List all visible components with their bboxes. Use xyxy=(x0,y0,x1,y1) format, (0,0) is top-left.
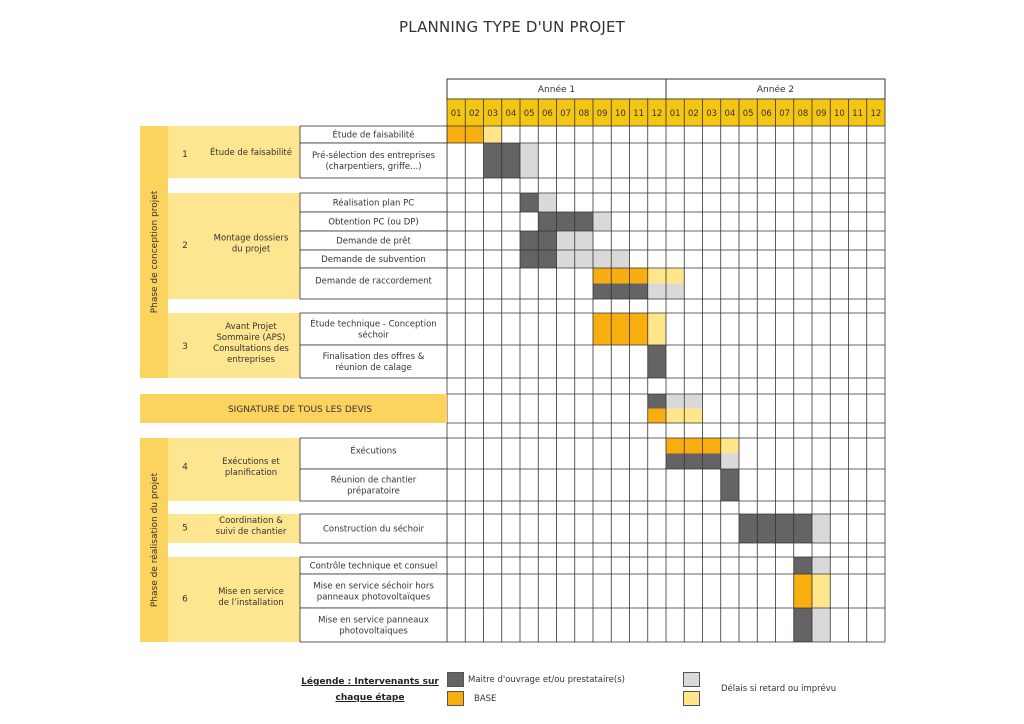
step-number: 6 xyxy=(182,594,188,605)
month-label: 02 xyxy=(468,108,480,119)
step-label: Coordination & suivi de chantier xyxy=(215,515,287,537)
month-label: 11 xyxy=(633,108,645,119)
gantt-bar-light-gray xyxy=(520,143,538,178)
year-label-2: Année 2 xyxy=(756,85,795,96)
month-label: 04 xyxy=(505,108,517,119)
month-label: 08 xyxy=(797,108,809,119)
month-label: 02 xyxy=(687,108,699,119)
month-label: 08 xyxy=(578,108,590,119)
task-label: Contrôle technique et consuel xyxy=(309,561,438,572)
gantt-bar-gray xyxy=(666,454,721,470)
task-label: Finalisation des offres & réunion de calage xyxy=(322,351,425,373)
month-label: 07 xyxy=(779,108,791,119)
month-label: 01 xyxy=(450,108,462,119)
task-label: Pré-sélection des entreprises (charpentiers, griffe...) xyxy=(311,150,436,172)
legend-swatch-gray xyxy=(447,672,464,687)
task-label: Demande de raccordement xyxy=(315,276,432,287)
page-title: PLANNING TYPE D'UN PROJET xyxy=(398,18,626,36)
step-number: 1 xyxy=(182,150,188,161)
gantt-bar-light-yellow xyxy=(721,438,739,454)
month-label: 11 xyxy=(852,108,864,119)
step-number: 4 xyxy=(182,462,188,473)
task-label: Réunion de chantier préparatoire xyxy=(330,475,417,497)
task-label: Demande de prêt xyxy=(336,236,411,247)
phase-label-realisation: Phase de réalisation du projet xyxy=(150,472,161,608)
month-label: 09 xyxy=(815,108,827,119)
gantt-bar-gray xyxy=(794,608,812,642)
gantt-bar-base xyxy=(593,268,648,284)
month-label: 04 xyxy=(724,108,736,119)
gantt-bar-gray xyxy=(794,557,812,574)
phase-label-conception: Phase de conception projet xyxy=(150,190,161,314)
gantt-bar-light-gray xyxy=(593,212,611,231)
task-label: Mise en service séchoir hors panneaux photovoltaïques xyxy=(313,581,434,603)
step-number: 3 xyxy=(182,342,188,353)
gantt-bar-light-yellow xyxy=(484,126,502,143)
step-label: Mise en service de l’installation xyxy=(218,586,284,608)
task-label: Demande de subvention xyxy=(321,254,426,265)
gantt-bar-base xyxy=(666,438,721,454)
gantt-bar-light-gray xyxy=(812,608,830,642)
task-label: Éxécutions xyxy=(350,446,397,457)
month-label: 06 xyxy=(541,108,553,119)
gantt-bar-gray xyxy=(520,193,538,212)
gantt-bar-gray xyxy=(593,284,648,300)
year-label-1: Année 1 xyxy=(537,85,576,96)
gantt-bar-light-gray xyxy=(812,557,830,574)
month-label: 03 xyxy=(487,108,499,119)
legend-label-base: BASE xyxy=(474,694,497,704)
month-label: 05 xyxy=(742,108,754,119)
month-label: 06 xyxy=(760,108,772,119)
task-label: Obtention PC (ou DP) xyxy=(328,217,419,228)
gantt-bar-gray xyxy=(538,212,593,231)
month-label: 01 xyxy=(669,108,681,119)
milestone-label: SIGNATURE DE TOUS LES DEVIS xyxy=(227,405,373,416)
gantt-bar-base xyxy=(593,313,648,345)
gantt-bar-light-yellow xyxy=(812,574,830,608)
gantt-bar-base xyxy=(794,574,812,608)
legend-swatch-light-gray xyxy=(683,672,700,687)
gantt-bar-gray xyxy=(648,345,666,378)
legend-title: Légende : Intervenants sur chaque étape xyxy=(301,677,439,703)
task-label: Étude technique - Conception séchoir xyxy=(310,319,437,341)
legend-swatch-base xyxy=(447,691,464,706)
month-label: 09 xyxy=(596,108,608,119)
step-label: Avant Projet Sommaire (APS) Consultations des entreprises xyxy=(213,321,289,366)
task-label: Construction du séchoir xyxy=(322,524,425,535)
month-label: 10 xyxy=(614,108,626,119)
legend-label-gray: Maitre d'ouvrage et/ou prestataire(s) xyxy=(468,675,625,685)
task-label: Réalisation plan PC xyxy=(332,198,415,209)
gantt-bar-light-gray xyxy=(721,454,739,470)
step-label: Exécutions et planification xyxy=(222,456,280,478)
gantt-bar-light-gray xyxy=(538,193,556,212)
task-label: Étude de faisabilité xyxy=(332,130,415,141)
month-label: 03 xyxy=(706,108,718,119)
month-label: 12 xyxy=(870,108,882,119)
legend-swatch-light-yellow xyxy=(683,691,700,706)
task-label: Mise en service panneaux photovoltaïques xyxy=(318,615,429,637)
gantt-bar-light-yellow xyxy=(648,313,666,345)
step-number: 2 xyxy=(182,241,188,252)
step-label: Montage dossiers du projet xyxy=(213,233,289,255)
gantt-bar-base xyxy=(648,409,666,424)
month-label: 05 xyxy=(523,108,535,119)
gantt-bar-gray xyxy=(721,469,739,501)
gantt-bar-gray xyxy=(648,394,666,409)
step-label: Étude de faisabilité xyxy=(210,147,292,158)
month-label: 12 xyxy=(651,108,663,119)
step-number: 5 xyxy=(182,523,188,534)
legend-label-delay: Délais si retard ou imprévu xyxy=(721,684,837,694)
gantt-bar-light-gray xyxy=(812,514,830,543)
month-label: 07 xyxy=(560,108,572,119)
month-label: 10 xyxy=(833,108,845,119)
